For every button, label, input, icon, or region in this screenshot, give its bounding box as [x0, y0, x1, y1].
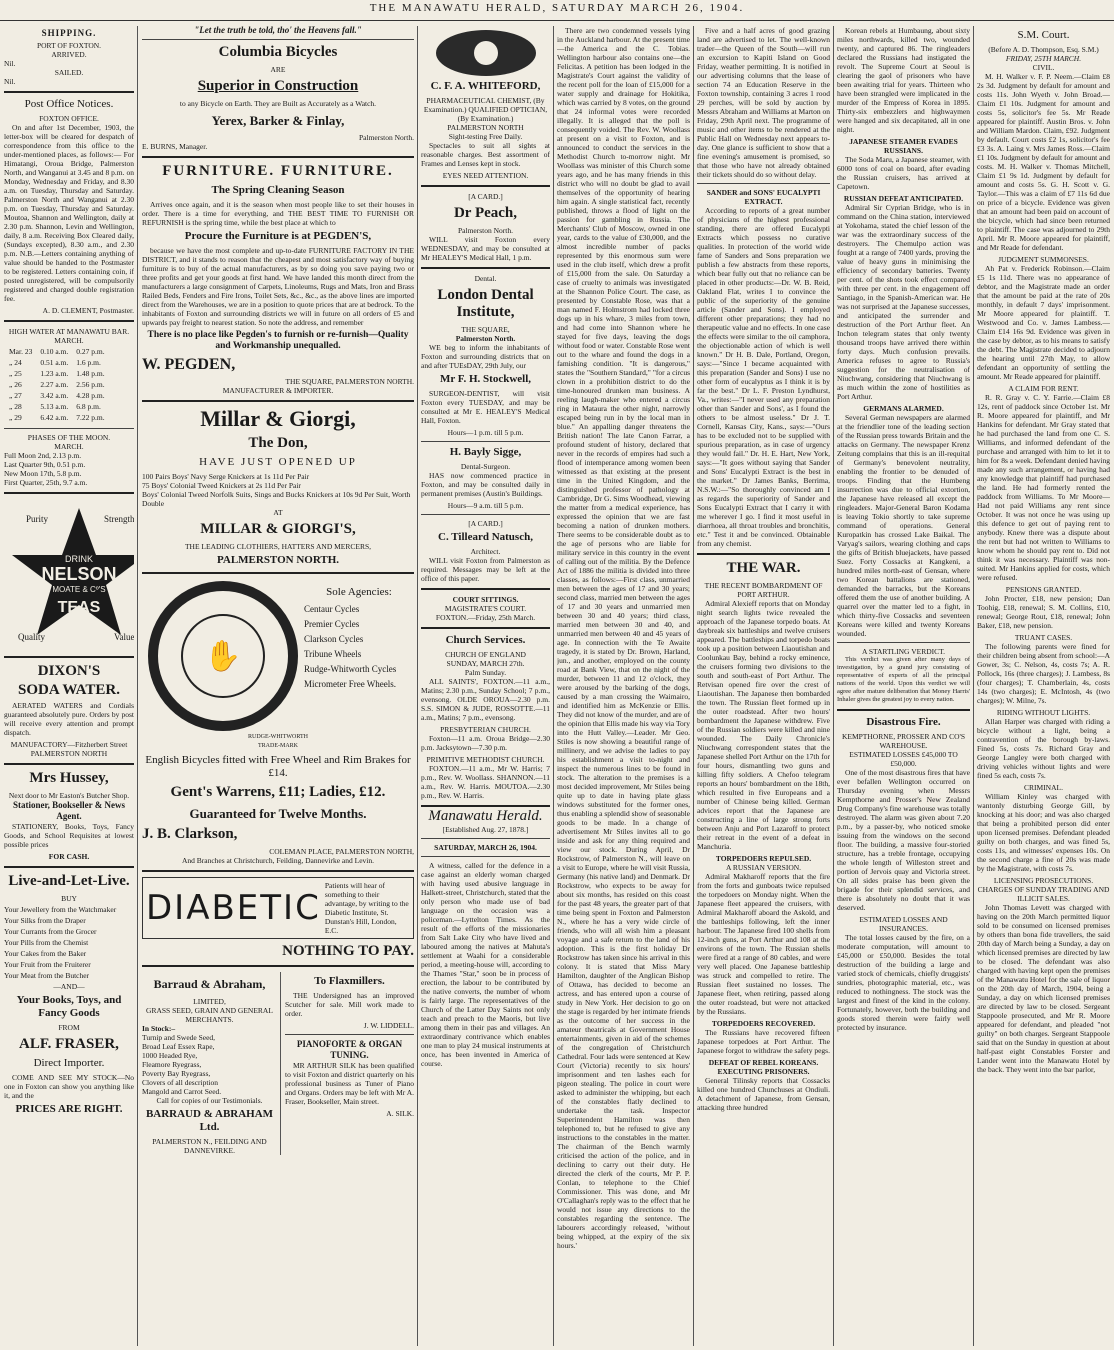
columbia-sub: Superior in Construction — [197, 78, 359, 94]
sm-court-before: (Before A. D. Thompson, Esq. S.M.) — [988, 45, 1099, 54]
moon-list — [4, 451, 134, 487]
live-title: Live-and-Let-Live. — [8, 873, 130, 889]
truant-body: The following parents were fined for their children being absent from school:—A Gower, 3s; C. Nelson, 4s, costs 7s; A. R. Pollock, 16s (three charges); J. Lambess, 8s (four charges); T. Chamberlain, 4s, costs 14s (two charges); E. McIntosh, 4s (two charges); W. Milne, 7s. — [977, 642, 1110, 705]
tide-cell: Mar. 23 — [9, 347, 33, 356]
column-rule — [973, 26, 974, 1346]
whiteford-sub: PHARMACEUTICAL CHEMIST, (By Examination.) QUALIFIED OPTICIAN, (By Examination.) — [423, 96, 548, 123]
moon-title: PHASES OF THE MOON. — [27, 433, 111, 442]
pensions-body: John Procter, £18, new pension; Dan Toohig, £18, renewal; S. M. Collins, £10, renewal; George Rout, £18, renewal; John Baker, £18, new pension. — [977, 594, 1110, 630]
guaranteed: Guaranteed for Twelve Months. — [189, 806, 367, 821]
hussey-body: STATIONERY, Books, Toys, Fancy Goods, and School Requisites at lowest possible prices — [4, 822, 134, 849]
yerex-name: Yerex, Barker & Finlay, — [211, 113, 345, 128]
tide-cell: „ 26 — [9, 380, 22, 389]
furniture-body: Arrives once again, and it is the season when most people like to set their houses in order. There is a time for everything, and THE BEST TIME TO FURNISH OR REFURNISH is the spring time, while the best place at which to — [142, 200, 414, 227]
fire-losses: ESTIMATED LOSSES £45,000 TO £50,000. — [849, 750, 958, 768]
live-name: ALF. FRASER, — [19, 1036, 119, 1052]
column-1 — [4, 26, 134, 1346]
port-label: PORT OF FOXTON. — [36, 41, 102, 50]
judgment-body: Ah Pat v. Frederick Robinson.—Claim £5 1s 11d. There was no appearance of debtor, and the Magistrate made an order that the amount be paid at the rate of 20s monthly, in default 7 days' imprisonment. Mr Moore appeared for plaintiff. T. Westwood and Co. v. James Lambess.—Claim £14 16s 9d. Evidence was given in the case by debtor, as to his means to satisfy the debt. The Magistrate decided to adjourn the hearing until 27th May, to allow defendant an opportunity of settling the amount. Mr Reade appeared for plaintiff. — [977, 264, 1110, 381]
post-office-sub: FOXTON OFFICE. — [39, 114, 99, 123]
furniture-procure: Procure the Furniture is at PEGDEN'S, — [184, 230, 372, 242]
yerex-manager: E. BURNS, Manager. — [142, 142, 208, 151]
moon-phase: Last Quarter 9th, 0.51 p.m. — [4, 460, 86, 469]
method-body: FOXTON.—11 a.m., Mr W. Harris; 7 p.m., Rev. W. Woollass. SHANNON.—11 a.m., Rev. W. Harris. MOUTOA.—2.30 p.m., Rev. W. Harris. — [421, 764, 550, 800]
sander-title: SANDER and SONS' EUCALYPTI EXTRACT. — [706, 188, 821, 206]
diabetic-body: Patients will hear of something to their advantage, by writing to the Diabetic Institute, St. Dunstan's Hill, London, E.C. — [324, 881, 409, 935]
peach-body: WILL visit Foxton every WEDNESDAY, and may be consulted at Mr HEALEY'S Medical Hall, 1 p.m. — [421, 235, 550, 262]
natusch-name: C. Tilleard Natusch, — [438, 531, 533, 543]
live-item: Your Fruit from the Fruiterer — [4, 960, 91, 969]
presby-title: PRESBYTERIAN CHURCH. — [440, 725, 531, 734]
stock-list — [142, 1033, 277, 1096]
church-england: CHURCH OF ENGLAND — [445, 650, 526, 659]
barraud-title: Barraud & Abraham, — [153, 977, 266, 991]
church-palm: Palm Sunday. — [464, 668, 507, 677]
nelson-top2-text: Strength — [104, 514, 134, 524]
sailed-nil: Nil. — [4, 77, 16, 86]
sm-court-title: S.M. Court. — [1017, 29, 1070, 41]
nelson-name: NELSON — [41, 564, 117, 584]
estimated-title: ESTIMATED LOSSES AND INSURANCES. — [859, 915, 948, 933]
live-from: FROM — [58, 1023, 80, 1032]
agency-item: Centaur Cycles — [304, 604, 360, 614]
herald-flag: Manawatu Herald. — [428, 808, 543, 824]
column-rule — [833, 26, 834, 1346]
tide-cell: 6.8 p.m. — [76, 402, 101, 411]
rent-title: A CLAIM FOR RENT. — [1008, 384, 1079, 393]
tide-cell: „ 28 — [9, 402, 22, 411]
flax-title: To Flaxmillers. — [314, 975, 385, 987]
nelson-bottom2-text: Value — [114, 632, 134, 642]
criminal-title: CRIMINAL. — [1024, 783, 1063, 792]
civil-body: M. H. Walker v. F. P. Neem.—Claim £8 2s 3d. Judgment by default for amount and costs 11s. John Wyeth v. John Broad.—Claim £1 10s. Judgment for amount and costs 5s, solicitor's fee 5s. Mr Reade appeared for plaintiff. Austin Bros. v. John and William Mardon. Claim, £92. Judgment by default. Court costs £2 1s, solicitor's fee £3 3s. A. Laing v. Mrs James Ross.—Claim £1 10s. Judgment by default for amount and costs. M. H. Walker v. Thomas Mitchell, Claim £1 9s 1d. Judgment by default for amount and costs 5s. G. H. Scott v. G. Taylor.—This was a claim of £7 11s 6d due on price of a bicycle. Evidence was given that an amount had been paid on account of the bicycle, which had since been returned to plaintiff. The case was adjourned to 29th April. Mr R. Moore appeared for plaintiff, and Mr Reade for defendant. — [977, 72, 1110, 252]
russian-defeat-body: Admiral Sir Cyprian Bridge, who is in command on the China station, interviewed at Yokohama, stated the chief lesson of the war was the extraordinary success of the destroyers. The Chemulpo action was fought at a range of 7400 yards, proving the value of heavy guns in minimising the efficiency of secondary batteries. Twenty per cent. of the shots took effect compared with three per cent. in the engagement off Santiago, in the Spanish-American war. He was not surprised at the Japanese successes, and anticipated the surrender and destruction of the Port Arthur fleet. An Inchon telegram states that only twenty thousand troops have arrived there within forty days. Much confusion prevails. America refuses to agree to Russia's suggestion for the neutralisation of Niuchwang, considering that Niuchwang is as much within the zone of hostilities as Port Arthur. — [837, 203, 970, 401]
tide-cell: 2.27 a.m. — [40, 380, 69, 389]
korea-body: Korean rebels at Humbaung, about sixty miles northwards, killed two, wounded twenty, and captured 86. The ringleaders declared the Russians had instigated the revolt. The Supreme Court at Seoul is clearing the gaol of prisoners who have been awaiting trial for years. Thirteen who have been strangled were implicated in the murder of the Empress of Korea in 1895. Thirty-six embezzlers and highwaymen were hanged and six decapitated, all in one night. — [837, 26, 970, 134]
nothing-to-pay: NOTHING TO PAY. — [282, 943, 414, 959]
tide-cell: 2.56 p.m. — [76, 380, 105, 389]
estimated-body: The total losses caused by the fire, on a moderate computation, will amount to £45,000 or £50,000. Besides the total destruction of the building a large and varied stock of chemicals, chiefly druggists' sundries, photographic material, etc., was reduced to nothingness. The stock was the largest and finest of the kind in the colony. Fortunately, however, both the building and goods stored therein were fairly well protected by insurance. — [837, 933, 970, 1032]
yerex-town: Palmerston North. — [359, 133, 414, 142]
sigge-sub: Dental-Surgeon. — [460, 462, 511, 471]
nelson-teas-ad — [4, 500, 134, 650]
live-importer: Direct Importer. — [33, 1057, 105, 1069]
tide-cell: 3.42 a.m. — [40, 391, 69, 400]
tide-cell: „ 29 — [9, 413, 22, 422]
agency-item: Premier Cycles — [304, 619, 360, 629]
stockwell-name: Mr F. H. Stockwell, — [439, 373, 532, 385]
rudge-ring-2: TRADE-MARK — [258, 743, 298, 749]
agency-item: Micrometer Free Wheels. — [304, 679, 397, 689]
motto: "Let the truth be told, tho' the Heavens fall." — [194, 26, 362, 35]
licensing-sub: CHARGES OF SUNDAY TRADING AND ILLICIT SALES. — [977, 885, 1110, 903]
card-label-2: [A CARD.] — [468, 519, 503, 528]
sailed-label: SAILED. — [54, 68, 84, 77]
millar-line-1: 100 Pairs Boys' Navy Serge Knickers at 1s 11d Per Pair — [142, 472, 310, 481]
tide-row — [6, 402, 108, 411]
jap-steamer-body: The Soda Maru, a Japanese steamer, with 6000 tons of coal on board, after evading the Russian cruisers, has arrived at Capetown. — [837, 155, 970, 191]
columbia-are: ARE — [270, 65, 286, 74]
dental-label: Dental. — [474, 274, 497, 283]
sigge-name: H. Bayly Sigge, — [449, 446, 522, 458]
barraud-sub: GRASS SEED, GRAIN AND GENERAL MERCHANTS. — [146, 1006, 273, 1024]
london-square: THE SQUARE, — [461, 325, 510, 334]
truant-title: TRUANT CASES. — [1014, 633, 1073, 642]
herald-date: SATURDAY, MARCH 26, 1904. — [434, 843, 537, 852]
card-label: [A CARD.] — [468, 192, 503, 201]
moon-phase: New Moon 17th, 5.8 p.m. — [4, 469, 82, 478]
flax-name: J. W. LIDDELL. — [363, 1021, 414, 1030]
jap-steamer-title: JAPANESE STEAMER EVADES RUSSIANS. — [849, 137, 958, 155]
flax-piano-ads — [281, 972, 414, 1155]
column-4 — [557, 26, 690, 1346]
millar-name: MILLAR & GIORGI'S, — [200, 521, 356, 537]
nelson-teas: TEAS — [57, 599, 101, 616]
diabetic-ad — [142, 877, 414, 939]
london-title: London Dental Institute, — [437, 287, 534, 320]
live-item: Your Jewellery from the Watchmaker — [4, 905, 117, 914]
live-items — [4, 905, 134, 980]
agency-item: Rudge-Whitworth Cycles — [304, 664, 397, 674]
nelson-co: MOATE & Cº'S — [52, 585, 106, 594]
eyes-attention: EYES NEED ATTENTION. — [442, 171, 529, 180]
clarkson-branches: And Branches at Christchurch, Feilding, Dannevirke and Levin. — [181, 856, 375, 865]
furniture-title: FURNITURE. FURNITURE. — [162, 163, 394, 179]
nelson-bottom-text: Quality — [18, 632, 45, 642]
judgment-title: JUDGMENT SUMMONSES. — [998, 255, 1089, 264]
fire-sub: KEMPTHORNE, PROSSER AND CO'S WAREHOUSE. — [841, 732, 966, 750]
church-title: Church Services. — [445, 634, 526, 646]
agency-item: Tribune Wheels — [304, 649, 362, 659]
nelson-top-text: Purity — [26, 514, 49, 524]
soda-title-1: DIXON'S — [37, 663, 101, 679]
millar-town: PALMERSTON NORTH. — [216, 554, 340, 566]
germans-body: Several German newspapers are alarmed at the friendlier tone of the leading section of the Russian press towards Britain and the attacks on Germany. The newspaper Krenz Zeitung complains that this is an ill-requital of Germany's benevolent neutrality, enabling the frontier to be denuded of troops. Finding that the Humbeng insurrection was due to official extortion, the Japanese have released all except the ringleaders. Major-General Baron Kodama is leaving Tokio shortly to take supreme command of operations. General Kuropatkin has crossed Lake Baikal. The Varyag's sailors, wearing clothing and caps the gifts of British bluejackets, have passed Suez. Forty Cossacks at Kangkeni, a hundred miles north-east of Gensan, where two Korean battalions are stationed, demanded the barracks, but the Koreans offered them the use of another building. A quarrel over the matter led to a fight, in which thirty-five Cossacks and seventeen Koreans were killed and twenty Koreans wounded. — [837, 413, 970, 638]
nelson-drink: DRINK — [64, 554, 94, 564]
barraud-instock: In Stock:– — [142, 1024, 176, 1033]
herald-established: [Established Aug. 27, 1878.] — [442, 825, 529, 834]
clarkson-name: J. B. Clarkson, — [142, 826, 238, 842]
agencies — [304, 579, 414, 733]
london-body: WE beg to inform the inhabitants of Foxton and surrounding districts that on and after TUEsDAY, 29th July, our — [421, 343, 550, 370]
hussey-sub: Next door to Mr Easton's Butcher Shop. — [8, 791, 130, 800]
moon-month: MARCH. — [54, 442, 84, 451]
barraud-ltd: LIMITED, — [193, 997, 226, 1006]
tide-row — [6, 347, 108, 356]
licensing-body: John Thomas Levett was charged with having on the 20th March permitted liquor sold to be consumed on licensed premises by others than bona fide travellers, the said 20th day of March being a Sunday, a day on which licensed premises are directed by law to be closed. The defendant was also charged with having kept open the premises of the Manawatu Hotel for the sale of liquor on the 20th day of March, 1904, being a Sunday, a day on which licensed premises are directed by law to be closed. Sergeant Stappoole prosecuted, and Mr R. Moore appeared for defendant, and pleaded "not guilty" on both charges. Sergeant Stappoole said that on the Sunday in question at about half-past eight Constables Forster and Lander went into the Manawatu Hotel by the back. They went into the bar parlor, — [977, 903, 1110, 1074]
column-6 — [837, 26, 970, 1346]
hand-icon: ✋ — [181, 614, 265, 698]
hours-1: Hours—1 p.m. till 5 p.m. — [447, 428, 524, 437]
shipping-title: SHIPPING. — [41, 28, 97, 38]
millar-line-2: 75 Boys' Colonial Tweed Knickers at 2s 11d Per Pair — [142, 481, 301, 490]
rudge-wheel-icon — [148, 581, 298, 731]
diabetic-title: DIABETIC — [146, 887, 321, 928]
court-sub: MAGISTRATE'S COURT. — [444, 604, 527, 613]
tide-cell: „ 25 — [9, 369, 22, 378]
rebel-body: General Tilinsky reports that Cossacks killed one hundred Chunchuses at Ondiuli. A detachment of Japanese, from Gensan, attacking three hundred — [697, 1076, 830, 1112]
furniture-season: The Spring Cleaning Season — [211, 184, 345, 196]
tide-cell: 1.23 a.m. — [40, 369, 69, 378]
masthead: THE MANAWATU HERALD, SATURDAY MARCH 26, 1904. — [0, 2, 1114, 21]
sm-court-date: FRIDAY, 25TH MARCH. — [1005, 54, 1082, 63]
piano-name: A. SILK. — [386, 1109, 414, 1118]
post-office-body: On and after 1st December, 1903, the letter-box will be cleared for despatch of correspondence from this office to the under-mentioned places, as follows:— For Himatangi, Oroua Bridge, Palmerston North, and Wanganui at 3.45 and 8 p.m. on Monday, Wednesday and Friday, and 8.30 a.m. on Tuesday, Thursday and Saturday. Palmerston North and Wanganui at 2.30 p.m. on Tuesday, Thursday and Saturday. Moutoa, Shannon and Wellington, daily at 2.30 p.m. Shannon, Levin and Wellington, daily, 8 a.m. Receiving Box Cleared daily, (Sundays excepted), 8.30 a.m., and 2.30 p.m. N.B.—Letters containing anything of value should be handed to the Postmaster to be registered. Letters containing coin, if posted unregistered, will be compulsorily registered and charged double registration fee. — [4, 123, 134, 303]
tide-row — [6, 413, 108, 422]
live-prices: PRICES ARE RIGHT. — [15, 1103, 123, 1115]
lights-title: RIDING WITHOUT LIGHTS. — [996, 708, 1091, 717]
pegden-trade: MANUFACTURER & IMPORTER. — [222, 386, 334, 395]
live-item: Your Silks from the Draper — [4, 916, 86, 925]
pensions-title: PENSIONS GRANTED. — [1005, 585, 1082, 594]
lights-body: Allan Harper was charged with riding a bicycle without a light, being a contravention of the borough by-laws. Fined 5s, costs 7s. Richard Gray and George Langley were both charged with driving vehicles without lights and were fined 5s each, costs 7s. — [977, 717, 1110, 780]
method-title: PRIMITIVE METHODIST CHURCH. — [426, 755, 545, 764]
live-item: Your Pills from the Chemist — [4, 938, 89, 947]
live-item: Your Meat from the Butcher — [4, 971, 90, 980]
torpedoers-sub: A RUSSIAN VERSION. — [725, 863, 802, 872]
tide-cell: 0.27 p.m. — [76, 347, 105, 356]
russian-defeat-title: RUSSIAN DEFEAT ANTICIPATED. — [843, 194, 964, 203]
stock-item: Mangold and Carrot Seed. — [142, 1087, 222, 1096]
tide-row — [6, 380, 108, 389]
live-buy: BUY — [61, 894, 77, 903]
tide-cell: „ 27 — [9, 391, 22, 400]
hours-2: Hours—9 a.m. till 5 p.m. — [447, 501, 524, 510]
column-rule — [693, 26, 694, 1346]
eye-icon — [436, 30, 536, 76]
tide-cell: 6.42 a.m. — [40, 413, 69, 422]
germans-title: GERMANS ALARMED. — [863, 404, 944, 413]
bottom-ads — [142, 972, 414, 1155]
natusch-body: WILL visit Foxton from Palmerston as required. Messages may be left at the office of this paper. — [421, 556, 550, 583]
natusch-sub: Architect. — [470, 547, 501, 556]
tide-row — [6, 358, 108, 367]
court-line: FOXTON.—Friday, 25th March. — [435, 613, 536, 622]
star-icon — [4, 500, 134, 650]
rudge-ring: RUDGE-WHITWORTH — [248, 734, 308, 740]
tide-row — [6, 391, 108, 400]
editorial-body: A witness, called for the defence in a case against an elderly woman charged with having used abusive language in Halkett-street, Christchurch, stated that the only person who made use of bad language on the occasion was a policeman.—Lyttelton Times. As the result of the efforts of the missionaries from Salt Lake City who have lived and laboured among the natives at Mahuta's settlement at Waahi for a considerable period, a meeting-house will, according to the Thames "Star," soon be in process of erection, the labour to be contributed by the native converts, the number of whom is fairly large. The representatives of the Church of the Latter Day Saints not only teach and preach to the Maoris, but live among them in their pas and villages. An extraordinary contrivance which enables one man to play 24 musical instruments at once, has been invented in America of course. — [421, 861, 550, 1068]
column-7 — [977, 26, 1110, 1346]
millar-don: The Don, — [248, 435, 308, 451]
live-footer: COME AND SEE MY STOCK—No one in Foxton can show you anything like it, and the — [4, 1073, 134, 1100]
tide-cell: „ 24 — [9, 358, 22, 367]
whiteford-town: PALMERSTON NORTH — [447, 123, 524, 132]
war-sub: THE RECENT BOMBARDMENT OF PORT ARTHUR. — [704, 581, 823, 599]
peach-name: Dr Peach, — [453, 205, 518, 221]
live-item: Your Currants from the Grocer — [4, 927, 97, 936]
column-3 — [421, 26, 550, 1346]
soda-address: MANUFACTORY—Fitzherbert Street PALMERSTON NORTH — [10, 740, 128, 758]
peach-town: Palmerston North. — [458, 226, 513, 235]
piano-body: MR ARTHUR SILK has been qualified to visit Foxton and district quarterly on his professional business as Tuner of Piano and Organs. Orders may be left with Mr A. Fraser, Bookseller, Main street. — [285, 1061, 414, 1106]
column-2 — [142, 26, 414, 1346]
barraud-address: PALMERSTON N., FEILDING AND DANNEVIRKE. — [152, 1137, 267, 1155]
stock-item: Broad Leaf Essex Rape, — [142, 1042, 215, 1051]
tide-table — [4, 345, 110, 424]
news-column-4: There are two condemned vessels lying in the Auckland harbour. At the present time—the America and the C. Tobias. Wellington harbour also contains one—the Felicitas. A petition has been lodged in the Magistrate's Court against the validity of the recent poll for the loan of £15,000 for a water supply and drainage for Hokitika, which was carried by 8 votes, on the ground that 24 informal votes were recorded illegally. It is alleged that the poll is consequently voided. The Rev. W. Woollass at present on a visit to Foxton, and is announced to conduct the services in the Methodist Church to-morrow night. Mr Woollass was minister of this Church some years ago, and he has many friends in this district who will no doubt be glad to avail themselves of the opportunity of hearing him again. A single statistical fact, recently published, throws a flood of light on the passion for gambling in Russia. The Merchants' Club of Moscow, owned in one year, cards to the value of £30,000, and the almost incredible number of packs represented by this enormous sum were used in the club itself, which drew a profit of £15,000 from the sale. On Saturday a case of cruelty to animals was investigated at the Shannon Police Court. The case, as presented by Constable Rose, was that a man named F. Holmstrom had locked three dogs up in his whare, 3 miles from town, and had come into Shannon where he stayed for five days, leaving the dogs without food or water. Constable Rose went out to the whare and found the dogs in a famishing condition. "It is dangerous," states the "Southern Standard," "for a circus clown in a prohibition district to do the time-honoured drunken man business. A reeling laugh-maker who entered a circus ring in Mataura the other night, narrowly escaped being run in by the local man in blue." An appalling danger threatens the British nation! The late Canon Farrar, a profound student of history, declared that never in the records of empires had such a flood of intemperance among women been witnessed as that existing at the present time in the United Kingdom, and the distinguished professor of pathology at Cambridge, Dr G. Sims Woodhead, viewing the matter from a medical experience, has expressed the opinion that we are fast becoming a nation of drunken mothers. There seems to be considerable doubt as to the age of persons who are liable for military service in this country in the event of calling out of the militia. By the Defence Act of 1886 the militia is divided into three classes, as follows:—First class, unmarried men between the ages of 17 and 30 years; second class, married men between the ages of 17 and 30 years and unmarried men between 30 and 40 years; third class, married men between 30 and 40, and unmarried men between 40 and 45 years of age. In connection with the Te Awaite tragedy, it is stated by Dr. Brown, Harland, jun., and another, employed on the county road at Bank View, that on the night of the murder, between 11 and 12 o'clock, they were aroused by the barking of the dogs, caused by a man crossing the Waimairo, and identified him as McKenzie or Ellis. They did not know of the murder, and are of the opinion that Ellis made his way via Tory into the Hutt Valley.—Leader. Mr Geo. Stiles is now showing a beautiful range of millinery, and we advise the ladies to pay his establishment a visit to-night and inspect the numerous lines to be found in stock. The alteration to the premises is a most decided improvement, Mr Stiles being quite up to date in having plate glass windows substituted for the former ones, thus enabling a splendid show of seasonable goods to be made. In a change of advertisement Mr Stiles invites all to go inside and ask for any thing required and view our stock. During April, Dr Rockstrow, of Palmerston N., will leave on a visit to Europe, where he will visit Russia, Germany (his native land) and Denmark. Dr Rockstrow, who expects to be away for about six months, has resided on this coast for the past 48 years, the greater part of that time being spent in Foxton and Palmerston N., where he has a very wide circle of friends, who will all wish him a pleasant voyage and a safe return to the land of his adoption. This is the first holiday Dr Rockstrow has taken since his arrival in this colony. It is stated that Miss Mary Hamilton, daughter of the Anglican Bishop of Ottawa, has decided to become an actress, and has entered upon a course of study in New York. Her decision to go on the stage is regarded by her intimate friends as the outcome of her success in the amateur theatricals at Government House entertainments, given in aid of the schemes of the congregation of Christchurch Cathedral. Four lads were sentenced at Kew Court (Victoria) recently to six hours' imprisonment and ten lashes each for pigeon stealing. The police in court were asked to administer the whipping, but each of the constables flatly declined to undertake the task. Inspector Superintendent Hamilton was then telephoned to, but he refused to give any instructions to the constables in the matter. The chairman of the Bench warmly criticised the action of the police, and in declining to carry out their duty. He directed the clerk of the courts, Mr P. P. Conlan, to telephone to the Chief Commissioner. This was done, and Mr O'Callaghan's reply was to the effect that he would not issue any directions to the constables regarding the sentence. The labourers accordingly released, 'without being whipped, at the expiry of the six hours.' — [557, 26, 690, 1250]
gents-ladies: Gent's Warrens, £11; Ladies, £12. — [170, 784, 386, 800]
soda-title-2: SODA WATER. — [18, 682, 120, 698]
fire-body: One of the most disastrous fires that have ever befallen Wellington occurred on Thursday evening when Messrs Kempthorne and Prosser's New Zealand Drug Company's fine warehouse was totally destroyed. The alarm was given about 7.20 p.m., by a passer-by, who noticed smoke issuing from the windows on the second floor. The building, a massive four-storied structure, has a treble frontage, occupying the whole length of Willeston street and portion of Jervois quay and Victoria street. On all sides praise has been given the brigade for their splendid services, and there is absolutely no doubt that it was deserved. — [837, 768, 970, 912]
live-item: Your Cakes from the Baker — [4, 949, 87, 958]
arrived-nil: Nil. — [4, 59, 16, 68]
tide-cell: 0.51 a.m. — [40, 358, 69, 367]
rudge-ad — [142, 579, 414, 733]
tide-cell: 5.13 a.m. — [40, 402, 69, 411]
war-body: Admiral Alexieff reports that on Monday night search lights twice revealed the approach of the Japanese torpedo boats. At daybreak six battleships and twelve cruisers appeared. The battleships and torpedo boats took up a position between Liaoutishan and Coolunkau Bay, behind a rocky eminence, the cruisers forming two divisions to the south and south-east of Port Arthur. The Retvisan opened fire over the crest of Liaoutishan. The Japanese then bombarded the town. The Russian fleet formed up in the outer roadstead. After two hours' bombardment the Japanese withdrew. Five of the Russian soldiers were killed and nine wounded. The Daily Chronicle's Niuchwang correspondent states that the Japanese shelled Port Arthur on the 17th for four hours, dismantling two guns and killing fifty soldiers. A Chefoo telegram reports an hours' bombardment on the 18th, which resulted in five Europeans and a number of Chinese being killed. German advices report that the Japanese are constructing a line of large strong forts between Anju and Port Lazaroff to protect their retreat in the event of a defeat in Manchuria. — [697, 599, 830, 851]
recovered-body: The Russians have recovered fifteen Japanese torpedoes at Port Arthur. The Japanese forgot to withdraw the safety pegs. — [697, 1028, 830, 1055]
tide-cell: 0.10 a.m. — [40, 347, 69, 356]
millar-trade: THE LEADING CLOTHIERS, HATTERS AND MERCERS, — [184, 542, 372, 551]
millar-opened: HAVE JUST OPENED UP — [199, 456, 357, 468]
rebel-title: DEFEAT OF REBEL KOREANS. EXECUTING PRISONERS. — [708, 1058, 819, 1076]
arrived-label: ARRIVED. — [51, 50, 87, 59]
stock-item: Clovers of all description — [142, 1078, 219, 1087]
agencies-title: Sole Agencies: — [326, 586, 392, 598]
barraud-ad — [142, 972, 281, 1155]
columbia-title: Columbia Bicycles — [218, 44, 338, 60]
english-bicycles: English Bicycles fitted with Free Wheel and Rim Brakes for £14. — [145, 754, 411, 779]
agency-list — [304, 602, 414, 692]
licensing-title: LICENSING PROSECUTIONS. — [993, 876, 1094, 885]
criminal-body: William Kinley was charged with wantonly disturbing George Gill, by knocking at his door; and was also charged that being a prohibited person did enter upon licensed premises. Defendant pleaded guilty on both charges, and was fined 5s, costs 11s, and witnesses' expenses 10s. On the second charge a fine of 20s was made by the Magistrate, with costs 7s. — [977, 792, 1110, 873]
war-title: THE WAR. — [726, 560, 801, 576]
hussey-title: Mrs Hussey, — [29, 770, 109, 786]
piano-title: PIANOFORTE & ORGAN TUNING. — [296, 1039, 403, 1060]
pegden-name: W. PEGDEN, — [142, 356, 236, 373]
spectacles-body: Spectacles to suit all sights at reasonable charges. Best assortment of Frames and Lenses kept in stock. — [421, 141, 550, 168]
clarkson-address: COLEMAN PLACE, PALMERSTON NORTH, — [269, 847, 414, 856]
tide-cell: 1.48 p.m. — [76, 369, 105, 378]
moon-phase: Full Moon 2nd, 2.13 p.m. — [4, 451, 82, 460]
live-books: Your Books, Toys, and Fancy Goods — [16, 994, 122, 1019]
church-body: ALL SAINTS', FOXTON.—11 a.m., Matins; 2.30 p.m., Sunday School; 7 p.m., evensong. OLDE OROUA—2.30 p.m. S.S. SIMON & JUDE, ROSSOTTE.—11 a.m., Matins; 7 p.m., evensong. — [421, 677, 550, 722]
torpedoers-body: Admiral Makharoff reports that the fire from the forts and gunboats twice repulsed the torpedoers on Monday night. When the Japanese fleet appeared the cruisers, with Admiral Makharoff aboard the Askold, and the battleships following, left the inner harbour. The Japanese fired 100 shells from 12-inch guns, at Port Arthur and 108 at the environs of the town. The Russian shells were fired at a range of 80 cables, and were very well placed. One Japanese battleship was struck and compelled to retire. The Russian fleet sustained no losses. The Japanese fleet, when retiring, passed along the outer roadstead, but were not attacked by the Russians. — [697, 872, 830, 1016]
verdict-title: A STARTLING VERDICT. — [861, 647, 946, 656]
hussey-trade: Stationer, Bookseller & News Agent. — [13, 800, 125, 821]
stockwell-body: SURGEON-DENTIST, will visit Foxton every TUESDAY, and may be consulted at Mr E. HEALEY'S Medical Hall, Foxton. — [421, 389, 550, 425]
barraud-name: BARRAUD & ABRAHAM Ltd. — [145, 1108, 274, 1133]
furniture-body-2: because we have the most complete and up-to-date FURNITURE FACTORY IN THE DISTRICT, and it stands to reason that the cheapest and most satisfactory way of buying furniture is to buy of the actual manufacturers, as by so doing you save paying two or three profits and get your goods at first hand. We have landed this month direct from the manufacturers a large consignment of Carpets, Linoleums, Rugs and Mats, Iron and Brass Railed Beds, Fenders and Fire Irons, Toilet Sets, &c., &c., as the above lines are imported direct from the Warehouses, we are in a position to quote prices that are at bedrock. To the inhabitants of Foxton and surrounding districts we will in future on all orders of £5 and upwards pay freight to nearest station. So note the address, and remember — [142, 246, 414, 327]
tide-cell: 4.28 p.m. — [76, 391, 105, 400]
live-and: —AND— — [53, 982, 85, 991]
column-rule — [137, 26, 138, 1346]
verdict-body: This verdict was given after many days of investigation, by a grand jury consisting of representative of experts of all the principal nations of the world. Upon this verdict we will agree after mature deliberation that Money Harris' Inhaler gives the greatest joy to every nation. — [837, 656, 970, 703]
church-date: SUNDAY, MARCH 27th. — [446, 659, 525, 668]
tide-title: HIGH WATER AT MANAWATU BAR. — [8, 327, 130, 336]
tide-month: MARCH. — [54, 336, 84, 345]
stock-item: 1000 Headed Rye, — [142, 1051, 198, 1060]
column-rule — [417, 26, 418, 1346]
soda-body: AERATED WATERS and Cordials guaranteed absolutely pure. Orders by post will receive every attention and prompt dispatch. — [4, 701, 134, 737]
recovered-title: TORPEDOERS RECOVERED. — [711, 1019, 816, 1028]
barraud-call: Call for copies of our Testimonials. — [156, 1096, 263, 1105]
london-town: Palmerston North. — [455, 334, 516, 343]
sigge-body: HAS now commenced practice in Foxton, and may be consulted daily in permanent premises (Austin's Buildings. — [421, 471, 550, 498]
tide-row — [6, 369, 108, 378]
tide-cell: 7.22 p.m. — [76, 413, 105, 422]
post-office-title: Post Office Notices. — [24, 98, 114, 110]
stock-item: Poverty Bay Ryegrass, — [142, 1069, 211, 1078]
pegden-address: THE SQUARE, PALMERSTON NORTH. — [285, 377, 414, 386]
news-column-5: Five and a half acres of good grazing land are advertised to let. The well-known trader—the Queen of the South—will run an excursion to Kapiti Island on Good Friday, weather permitting. It is notified in our advertising columns that the lease of section 74 an Education Reserve in the Foxton township, containing 3 acres 1 rood 29 perches, will be sold by auction by Messrs Abraham and Williams at Marton on Friday, 29th April next. The programme of music and other items to be rendered at the Public Hall on Wednesday next appears to-day. One glance is sufficient to show that a fine evening's amusement is promised, so that those who have not already obtained their tickets should do so without delay. — [697, 26, 830, 179]
postmaster: A. D. CLEMENT, Postmaster. — [42, 306, 134, 315]
civil-label: CIVIL. — [1032, 63, 1055, 72]
stock-item: Fleamore Ryegrass, — [142, 1060, 202, 1069]
millar-at: AT — [273, 508, 283, 517]
whiteford-name: C. F. A. WHITEFORD, — [430, 80, 541, 92]
flax-body: THE Undersigned has an improved Scutcher for sale. Mill work made to order. — [285, 991, 414, 1018]
tide-cell: 1.6 p.m. — [76, 358, 101, 367]
moon-phase: First Quarter, 25th, 9.7 a.m. — [4, 478, 88, 487]
column-5 — [697, 26, 830, 1346]
court-title: COURT SITTINGS. — [452, 595, 519, 604]
columbia-body: to any Bicycle on Earth. They are Built as Accurately as a Watch. — [179, 99, 377, 108]
hussey-cash: FOR CASH. — [48, 852, 90, 861]
millar-title: Millar & Giorgi, — [200, 406, 356, 431]
torpedoers-title: TORPEDOERS REPULSED. — [715, 854, 812, 863]
agency-item: Clarkson Cycles — [304, 634, 364, 644]
furniture-noplace: There is no place like Pegden's to furnish or re-furnish—Quality and Workmanship unequalled. — [147, 330, 409, 351]
presby-body: Foxton—11 a.m. Oroua Bridge—2.30 p.m. Jacksytown—7.30 p.m. — [421, 734, 550, 752]
rent-body: R. R. Gray v. C. Y. Farrie.—Claim £8 12s, rent of paddock since October 1st. Mr R. Moore appeared for plaintiff, and Mr Hankins for defendant. Mr Gray stated that he had purchased the land from one C. S. Williams, and informed defendant of the purchase and arranged with him to let it to him for 8s a week. Defendant denied having made any such arrangement, or having had any knowledge that plaintiff had purchased the land. He had formerly rented the paddock from Williams. To Mr Moore—Had not paid Williams any rent since October. It was not once he was using up this defence to get out of paying rent to anybody. Knew there was a dispute about the rent but had not written to Williams to know whom he should pay rent to. Did not think it was necessary. Plaintiff was non-suited. Mr Hankins applied for costs, which were refused. — [977, 393, 1110, 582]
stock-item: Turnip and Swede Seed, — [142, 1033, 216, 1042]
fire-title: Disastrous Fire. — [866, 716, 941, 728]
column-rule — [553, 26, 554, 1346]
millar-line-3: Boys' Colonial Tweed Norfolk Suits, Sings and Bucks Knickers at 10s 9d Per Suit, Worth Double — [142, 490, 411, 508]
sight-testing: Sight-testing Free Daily. — [448, 132, 523, 141]
sander-body: According to reports of a great number of physicians of the highest professional standing, there are offered Eucalypti Extracts which possess no curative qualities. In protection of the world wide fame of Sanders and Sons preparation we publish a few abstracts from these reports, which bear fully out that no reliance can be placed in other products:—Dr. W. B. Reid, Oakland Flat, writes I to convince the public of the superiority of the genuine article (Sander and Sons). I employed different other preparations; they had no therapeutic value and no effects. In one case the effects were similar to the oil camphora, the objectionable action of which is well known." Dr H. B. Dale, Portland, Oregon, says:—"Since I became acquainted with this preparation (Sander and Sons) I use no other form of eucalyptus as I think it is by far the best." Dr L. F. Preston Lyndhurst, Va., writes:—"I never used any preparation other than Sander and Sons', as I found the others to be almost useless." Dr J. T. Cornell, Kansas City, Kans., says:—"Ours has to be excluded not to be supplied with spurious preparation, as in case of urgency they would fail." Dr. H. E. Hart, New York, says:—"It goes without saying that Sander and Sons' Eucalypti Extract is the best in the market." Dr James Banks, Berrima, N.S.W.:—"So thoroughly convinced am I as regards the superiority of Sander and Sons Eucalypti Extract that I carry it with me wherever I go. I find it most useful in diarrhoea, all throat troubles and bronchitis, etc." Test it and be convinced. Obtainable from any chemist. — [697, 206, 830, 548]
